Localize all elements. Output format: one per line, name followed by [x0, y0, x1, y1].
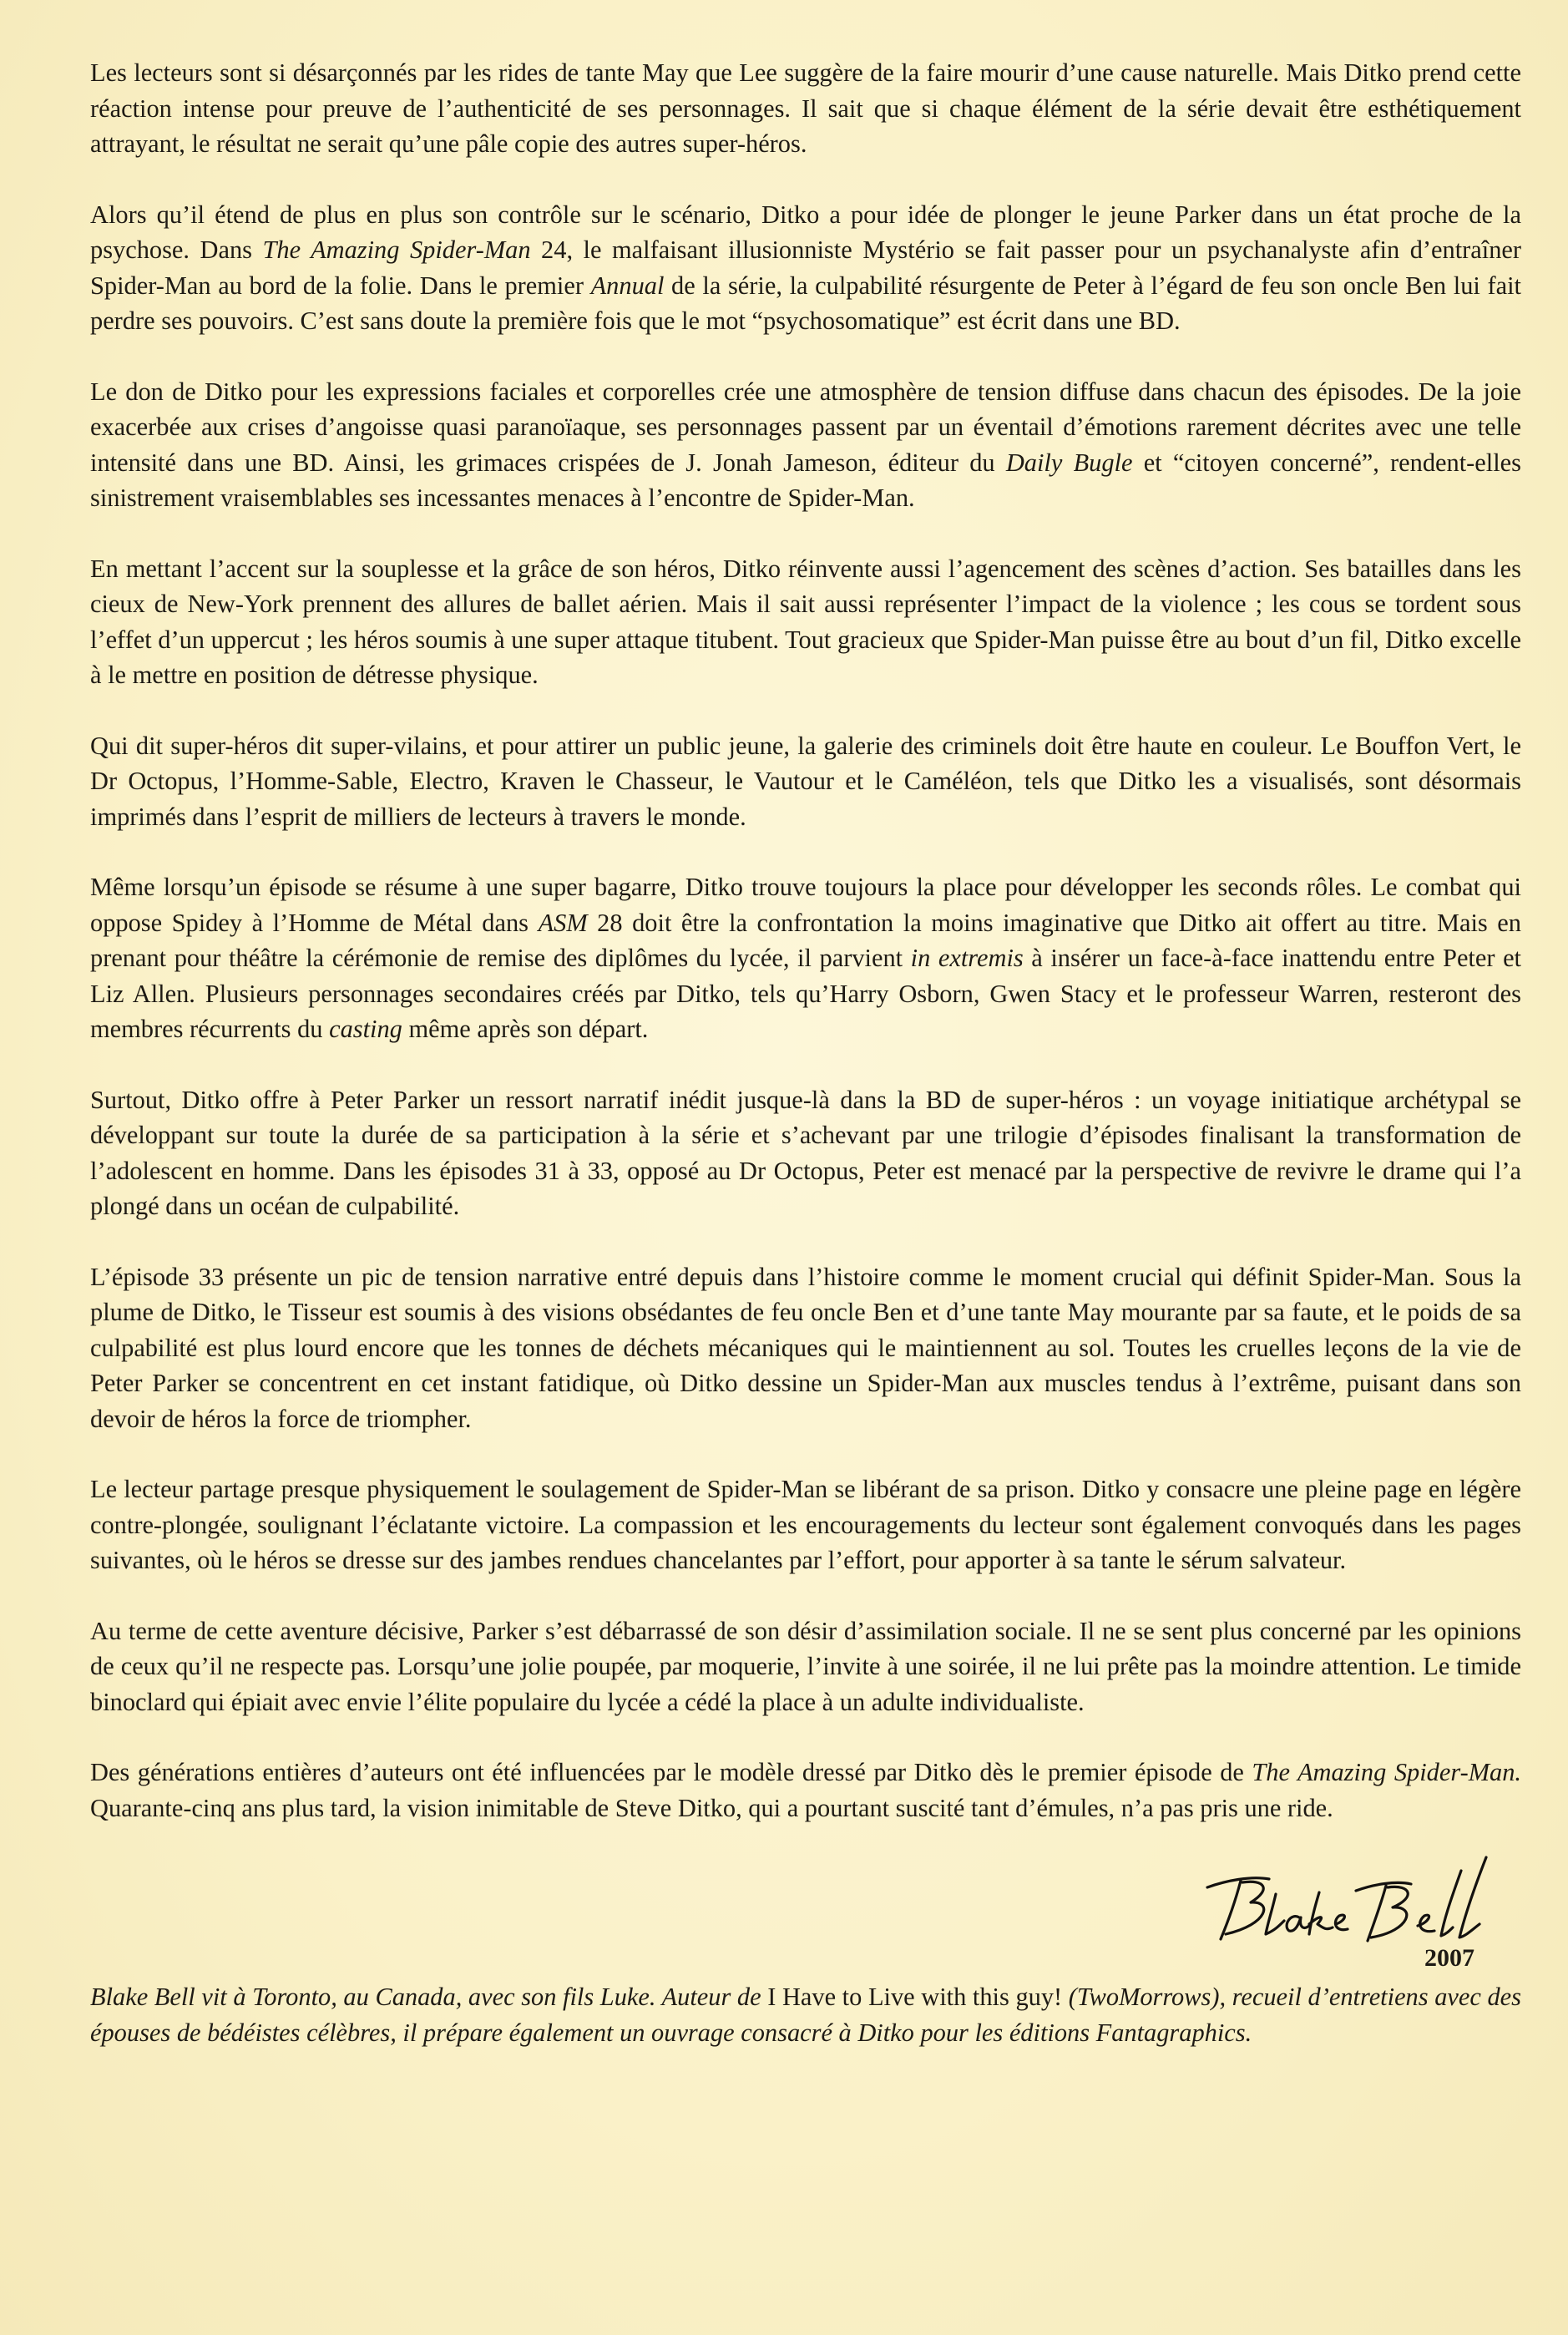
italic-title: Annual [590, 271, 665, 300]
paragraph [90, 1259, 1521, 1437]
book-title: I Have to Live with this guy! [767, 1983, 1063, 2011]
paragraph [90, 1082, 1521, 1224]
paragraph [90, 551, 1521, 693]
text-segment: Qui dit super-héros dit super-vilains, et pour attirer un public jeune, la galerie des criminels doit être haute en couleur. Le Bouffon Vert, le Dr Octopus, l’Homme-Sable, Electro, Kraven le Chasseur, le Vautour et le Caméléon, tels que Ditko les a visualisés, sont désormais imprimés dans l’esprit de milliers de lecteurs à travers le monde. [90, 731, 1521, 831]
paragraph [90, 374, 1521, 516]
italic-title: ASM [538, 908, 588, 937]
paragraph [90, 1471, 1521, 1578]
text-segment: Quarante-cinq ans plus tard, la vision inimitable de Steve Ditko, qui a pourtant suscité tant d’émules, n’a pas pris une ride. [90, 1793, 1333, 1822]
italic-title: The Amazing Spider-Man [262, 236, 531, 264]
text-segment: de la série, la culpabilité résurgente de Peter à l’égard de feu son oncle Ben lui fait perdre ses pouvoirs. C’est sans doute la première fois que le mot “psychosomatique” est écrit dans une BD. [90, 271, 1521, 335]
text-segment: Même lorsqu’un épisode se résume à une super bagarre, Ditko trouve toujours la place pour développer les seconds rôles. Le combat qui oppose Spidey à l’Homme de Métal dans [90, 873, 1521, 937]
text-segment: 28 doit être la confrontation la moins imaginative que Ditko ait offert au titre. Mais en prenant pour théâtre la cérémonie de remise des diplômes du lycée, il parvient [90, 908, 1521, 972]
bio-text: (TwoMorrows), recueil d’entretiens avec des épouses de bédéistes célèbres, il prépare également un ouvrage consacré à Ditko pour les éditions Fantagraphics. [90, 1983, 1521, 2047]
text-segment: même après son départ. [402, 1015, 649, 1043]
bio-text: Blake Bell vit à Toronto, au Canada, avec son fils Luke. Auteur de [90, 1983, 768, 2011]
text-segment: L’épisode 33 présente un pic de tension narrative entré depuis dans l’histoire comme le moment crucial qui définit Spider-Man. Sous la plume de Ditko, le Tisseur est soumis à des visions obsédantes de feu oncle Ben et d’une tante May mourante par sa faute, et le poids de sa culpabilité est plus lourd encore que les tonnes de déchets mécaniques qui le maintiennent au sol. Toutes les cruelles leçons de la vie de Peter Parker se concentrent en cet instant fatidique, où Ditko dessine un Spider-Man aux muscles tendus à l’extrême, puisant dans son devoir de héros la force de triompher. [90, 1262, 1521, 1433]
paragraph [90, 197, 1521, 339]
text-segment: à insérer un face-à-face inattendu entre Peter et Liz Allen. Plusieurs personnages secondaires créés par Ditko, tels qu’Harry Osborn, Gwen Stacy et le professeur Warren, resteront des membres récurrents du [90, 944, 1521, 1043]
text-segment: Alors qu’il étend de plus en plus son contrôle sur le scénario, Ditko a pour idée de plonger le jeune Parker dans un état proche de la psychose. Dans [90, 200, 1521, 264]
italic-title: The Amazing Spider-Man. [1252, 1758, 1521, 1786]
paragraph [90, 1755, 1521, 1826]
article-body [90, 55, 1521, 1826]
text-segment: En mettant l’accent sur la souplesse et la grâce de son héros, Ditko réinvente aussi l’agencement des scènes d’action. Ses batailles dans les cieux de New-York prennent des allures de ballet aérien. Mais il sait aussi représenter l’impact de la violence ; les cous se tordent sous l’effet d’un uppercut ; les héros soumis à une super attaque titubent. Tout gracieux que Spider-Man puisse être au bout d’un fil, Ditko excelle à le mettre en position de détresse physique. [90, 554, 1521, 689]
handwritten-signature [1192, 1854, 1510, 1946]
author-bio [90, 1979, 1521, 2050]
paragraph [90, 728, 1521, 835]
text-segment: et “citoyen concerné”, rendent-elles sinistrement vraisemblables ses incessantes menaces à l’encontre de Spider-Man. [90, 448, 1521, 512]
text-segment: Des générations entières d’auteurs ont été influencées par le modèle dressé par Ditko dès le premier épisode de [90, 1758, 1252, 1786]
paragraph [90, 869, 1521, 1047]
paragraph [90, 55, 1521, 162]
text-segment: Le lecteur partage presque physiquement le soulagement de Spider-Man se libérant de sa prison. Ditko y consacre une pleine page en légère contre-plongée, soulignant l’éclatante victoire. La compassion et les encouragements du lecteur sont également convoqués dans les pages suivantes, où le héros se dresse sur des jambes rendues chancelantes par l’effort, pour apporter à sa tante le sérum salvateur. [90, 1475, 1521, 1574]
italic-phrase: in extremis [910, 944, 1024, 972]
italic-phrase: casting [329, 1015, 402, 1043]
paragraph [90, 1613, 1521, 1720]
text-segment: Les lecteurs sont si désarçonnés par les rides de tante May que Lee suggère de la faire mourir d’une cause naturelle. Mais Ditko prend cette réaction intense pour preuve de l’authenticité de ses personnages. Il sait que si chaque élément de la série devait être esthétiquement attrayant, le résultat ne serait qu’une pâle copie des autres super-héros. [90, 58, 1521, 158]
text-segment: 24, le malfaisant illusionniste Mystério se fait passer pour un psychanalyste afin d’entraîner Spider-Man au bord de la folie. Dans le premier [90, 236, 1521, 300]
text-segment: Surtout, Ditko offre à Peter Parker un ressort narratif inédit jusque-là dans la BD de super-héros : un voyage initiatique archétypal se développant sur toute la durée de sa participation à la série et s’achevant par une trilogie d’épisodes finalisant la transformation de l’adolescent en homme. Dans les épisodes 31 à 33, opposé au Dr Octopus, Peter est menacé par la perspective de revivre le drame qui l’a plongé dans un océan de culpabilité. [90, 1085, 1521, 1220]
italic-title: Daily Bugle [1005, 448, 1133, 477]
signature-year: 2007 [1424, 1944, 1474, 1972]
text-segment: Au terme de cette aventure décisive, Parker s’est débarrassé de son désir d’assimilation sociale. Il ne se sent plus concerné par les opinions de ceux qu’il ne respecte pas. Lorsqu’une jolie poupée, par moquerie, l’invite à une soirée, il ne lui prête pas la moindre attention. Le timide binoclard qui épiait avec envie l’élite populaire du lycée a cédé la place à un adulte individualiste. [90, 1616, 1521, 1716]
signature-block [90, 1854, 1521, 1979]
text-segment: Le don de Ditko pour les expressions faciales et corporelles crée une atmosphère de tension diffuse dans chacun des épisodes. De la joie exacerbée aux crises d’angoisse quasi paranoïaque, ses personnages passent par un éventail d’émotions rarement décrites avec une telle intensité dans une BD. Ainsi, les grimaces crispées de J. Jonah Jameson, éditeur du [90, 377, 1521, 477]
